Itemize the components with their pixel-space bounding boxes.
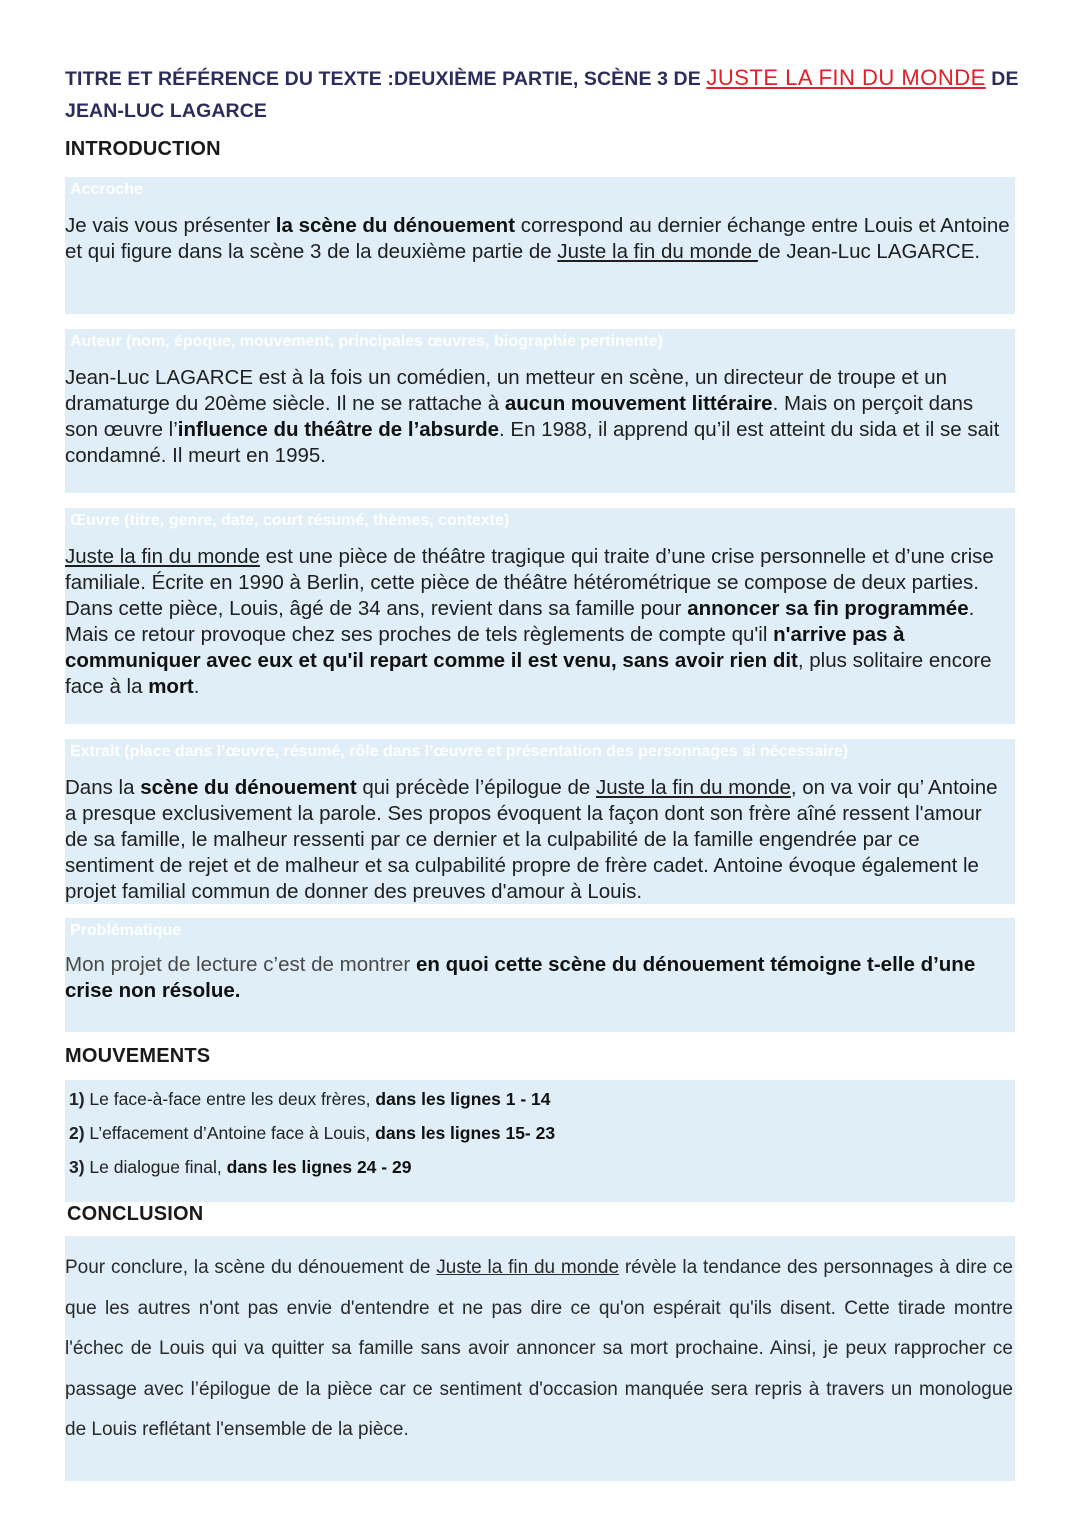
problematique-box xyxy=(65,918,1015,1032)
oeuvre-t4: . xyxy=(193,675,200,698)
accroche-t2: correspond au dernier échange entre Louis et Antoine et qui figure dans la scène 3 de la deuxième partie de xyxy=(65,214,1010,263)
title-suffix: DE xyxy=(985,68,1019,90)
introduction-heading: INTRODUCTION xyxy=(65,138,221,160)
oeuvre-box xyxy=(65,508,1015,724)
auteur-box xyxy=(65,329,1015,493)
oeuvre-b1: annoncer sa fin programmée xyxy=(687,597,969,620)
mouvement-num: 2) xyxy=(69,1123,85,1143)
oeuvre-label: Œuvre (titre, genre, date, court résumé, thèmes, contexte) xyxy=(70,512,510,529)
auteur-b2: influence du théâtre de l’absurde xyxy=(177,418,500,441)
mouvement-num: 3) xyxy=(69,1157,85,1177)
mouvement-item xyxy=(69,1157,411,1178)
mouvement-item xyxy=(69,1123,555,1144)
accroche-t3: de Jean-Luc LAGARCE. xyxy=(757,240,981,263)
mouvements-box xyxy=(65,1080,1015,1202)
problematique-b1: en quoi cette scène du dénouement témoigne t-elle d’une crise non résolue. xyxy=(65,953,976,1002)
accroche-b1: la scène du dénouement xyxy=(275,214,516,237)
mouvement-text: L’effacement d’Antoine face à Louis, xyxy=(84,1123,376,1143)
extrait-b1: scène du dénouement xyxy=(140,776,357,799)
oeuvre-b2: n'arrive pas à communiquer avec eux et qu'il repart comme il est venu, sans avoir rien dit xyxy=(65,623,905,672)
oeuvre-t3: , plus solitaire encore face à la xyxy=(65,649,992,698)
oeuvre-b3: mort xyxy=(148,675,194,698)
accroche-u1: Juste la fin du monde xyxy=(557,240,758,263)
problematique-text xyxy=(65,952,1010,1004)
extrait-t1: Dans la xyxy=(65,776,141,799)
mouvements-heading: MOUVEMENTS xyxy=(65,1045,211,1067)
accroche-t1: Je vais vous présenter xyxy=(65,214,276,237)
title-author: JEAN-LUC LAGARCE xyxy=(65,100,268,122)
problematique-t1: Mon projet de lecture c’est de montrer xyxy=(65,953,416,976)
title-prefix: TITRE ET RÉFÉRENCE DU TEXTE :DEUXIÈME PARTIE, SCÈNE 3 DE xyxy=(65,68,707,90)
mouvement-lines: dans les lignes 1 - 14 xyxy=(375,1089,551,1109)
auteur-text xyxy=(65,365,1010,469)
extrait-text xyxy=(65,775,1010,905)
auteur-label: Auteur (nom, époque, mouvement, principales œuvres, biographie pertinente) xyxy=(70,333,663,350)
problematique-label: Problématique xyxy=(70,922,182,939)
extrait-label: Extrait (place dans l’œuvre, résumé, rôle dans l’œuvre et présentation des personnages si nécessaire) xyxy=(70,743,849,760)
oeuvre-t1: est une pièce de théâtre tragique qui traite d’une crise personnelle et d’une crise familiale. Écrite en 1990 à Berlin, cette pièce de théâtre hétérométrique se compose de deux parties. Dans cette pièce, Louis, âgé de 34 ans, revient dans sa famille pour xyxy=(65,545,994,620)
mouvement-lines: dans les lignes 15- 23 xyxy=(375,1123,556,1143)
oeuvre-u1: Juste la fin du monde xyxy=(65,545,260,568)
oeuvre-text xyxy=(65,544,1010,700)
conclusion-text xyxy=(65,1248,1013,1451)
oeuvre-t2: . Mais ce retour provoque chez ses proches de tels règlements de compte qu'il xyxy=(65,597,975,646)
extrait-t3: , on va voir qu’ Antoine a presque exclusivement la parole. Ses propos évoquent la façon dont son frère aîné ressent l'amour de sa famille, le malheur ressenti par ce dernier et la culpabilité de la famille engendrée par ce sentiment de rejet et de malheur et sa culpabilité propre de frère cadet. Antoine évoque également le projet familial commun de donner des preuves d'amour à Louis. xyxy=(65,776,998,903)
mouvement-text: Le face-à-face entre les deux frères, xyxy=(84,1089,376,1109)
conclusion-t2: révèle la tendance des personnages à dire ce que les autres n'ont pas envie d'entendre et ne pas dire ce qu'on espérait qu'ils disent. Cette tirade montre l'échec de Louis qui va quitter sa famille sans avoir annoncer sa mort prochaine. Ainsi, je peux rapprocher ce passage avec l’épilogue de la pièce car ce sentiment d'occasion manquée sera repris à travers un monologue de Louis reflétant l'ensemble de la pièce. xyxy=(65,1257,1013,1440)
accroche-box xyxy=(65,177,1015,314)
auteur-t1: Jean-Luc LAGARCE est à la fois un comédien, un metteur en scène, un directeur de troupe et un dramaturge du 20ème siècle. Il ne se rattache à xyxy=(65,366,948,415)
auteur-t3: . En 1988, il apprend qu’il est atteint du sida et il se sait condamné. Il meurt en 1995. xyxy=(65,418,1000,467)
title-work: JUSTE LA FIN DU MONDE xyxy=(706,65,986,90)
auteur-b1: aucun mouvement littéraire xyxy=(504,392,773,415)
extrait-box xyxy=(65,739,1015,904)
document-title xyxy=(65,62,1025,127)
conclusion-t1: Pour conclure, la scène du dénouement de xyxy=(65,1257,437,1278)
accroche-text xyxy=(65,213,1010,265)
conclusion-heading: CONCLUSION xyxy=(67,1203,204,1225)
conclusion-box xyxy=(65,1236,1015,1481)
extrait-u1: Juste la fin du monde xyxy=(596,776,791,799)
mouvement-text: Le dialogue final, xyxy=(84,1157,227,1177)
mouvement-num: 1) xyxy=(69,1089,85,1109)
auteur-t2: . Mais on perçoit dans son œuvre l’ xyxy=(65,392,974,441)
mouvement-item xyxy=(69,1089,550,1110)
mouvement-lines: dans les lignes 24 - 29 xyxy=(226,1157,412,1177)
conclusion-u1: Juste la fin du monde xyxy=(436,1257,620,1278)
accroche-label: Accroche xyxy=(70,181,143,198)
extrait-t2: qui précède l’épilogue de xyxy=(356,776,596,799)
